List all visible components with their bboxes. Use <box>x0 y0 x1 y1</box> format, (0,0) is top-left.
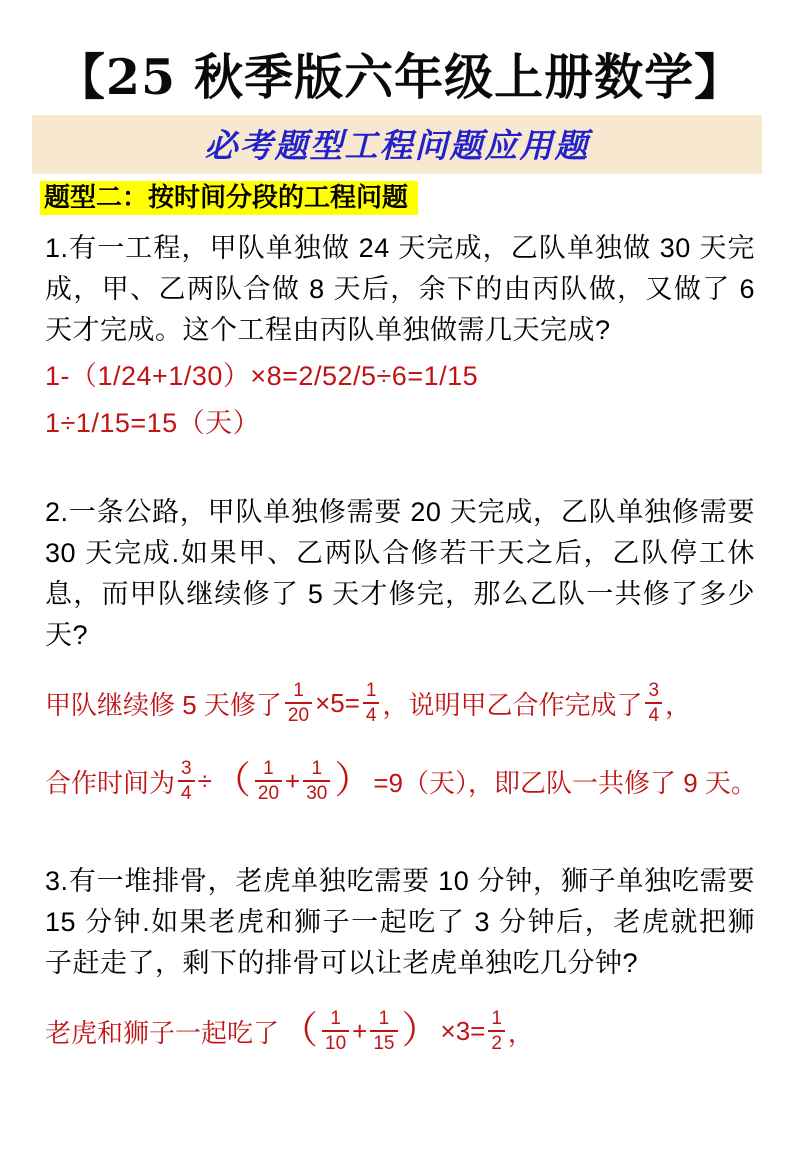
section-header-row <box>45 174 755 215</box>
fraction-denominator: 4 <box>178 780 195 804</box>
section-header-highlight: 题型二：按时间分段的工程问题 <box>40 181 418 215</box>
fraction <box>488 1008 505 1054</box>
fraction-numerator: 3 <box>648 680 660 702</box>
fraction-numerator: 1 <box>365 680 377 702</box>
fraction-numerator: 1 <box>311 758 323 780</box>
fraction-denominator: 20 <box>255 780 282 804</box>
left-parenthesis: （ <box>212 760 251 803</box>
fraction-denominator: 20 <box>285 702 312 726</box>
math-text: =9（天），即乙队一共修了 9 天。 <box>373 767 757 798</box>
math-text: 老虎和狮子一起吃了 <box>45 1017 280 1048</box>
math-text: ×3= <box>440 1015 486 1046</box>
solution-1-line-2: 1÷1/15=15（天） <box>45 408 261 439</box>
math-text: ， <box>507 1017 534 1048</box>
fraction-numerator: 1 <box>378 1008 390 1030</box>
question-3-text: 3.有一堆排骨，老虎单独吃需要 10 分钟，狮子单独吃需要 15 分钟.如果老虎和狮子一起吃了 3 分钟后，老虎就把狮子赶走了，剩下的排骨可以让老虎单独吃几分钟? <box>45 866 755 979</box>
math-text: ×5= <box>315 687 360 718</box>
fraction-denominator: 4 <box>645 702 662 726</box>
fraction <box>255 758 282 804</box>
solution-3-line-1 <box>45 998 755 1064</box>
fraction <box>370 1008 397 1054</box>
fraction-numerator: 1 <box>330 1008 341 1030</box>
solution-1-line-1: 1-（1/24+1/30）×8=2/52/5÷6=1/15 <box>45 361 479 392</box>
fraction-numerator: 1 <box>293 680 304 702</box>
fraction <box>645 680 662 726</box>
fraction-denominator: 30 <box>303 780 330 804</box>
question-1-text: 1.有一工程，甲队单独做 24 天完成，乙队单独做 30 天完成，甲、乙两队合做 8 天后，余下的由丙队做，又做了 6 天才完成。这个工程由丙队单独做需几天完成? <box>45 233 755 346</box>
right-parenthesis: ） <box>401 1010 440 1053</box>
subtitle-banner <box>32 115 762 174</box>
solution-2-line-1 <box>45 670 755 736</box>
fraction <box>363 680 380 726</box>
subtitle-text: 必考题型工程问题应用题 <box>204 125 590 165</box>
fraction-denominator: 15 <box>370 1030 397 1054</box>
fraction <box>322 1008 349 1054</box>
fraction-denominator: 4 <box>363 702 380 726</box>
fraction-denominator: 2 <box>488 1030 505 1054</box>
worksheet-page <box>0 48 793 1170</box>
page-title: 【25 秋季版六年级上册数学】 <box>55 48 745 106</box>
left-parenthesis: （ <box>280 1010 319 1053</box>
fraction <box>285 680 312 726</box>
math-text: + <box>352 1015 368 1046</box>
math-text: ÷ <box>197 765 212 796</box>
solution-2-line-2 <box>45 748 755 814</box>
fraction <box>303 758 330 804</box>
fraction <box>178 758 195 804</box>
math-text: 甲队继续修 5 天修了 <box>45 689 282 720</box>
fraction-numerator: 3 <box>181 758 192 780</box>
math-text: + <box>285 765 301 796</box>
right-parenthesis: ） <box>334 760 373 803</box>
question-2-text: 2.一条公路，甲队单独修需要 20 天完成，乙队单独修需要 30 天完成.如果甲、乙两队合修若干天之后，乙队停工休息，而甲队继续修了 5 天才修完，那么乙队一共修了多少天? <box>45 497 755 651</box>
fraction-numerator: 1 <box>263 758 274 780</box>
math-text: 合作时间为 <box>45 767 176 798</box>
fraction-numerator: 1 <box>491 1008 502 1030</box>
fraction-denominator: 10 <box>322 1030 349 1054</box>
math-text: ，说明甲乙合作完成了 <box>382 689 643 720</box>
math-text: ， <box>665 689 692 720</box>
